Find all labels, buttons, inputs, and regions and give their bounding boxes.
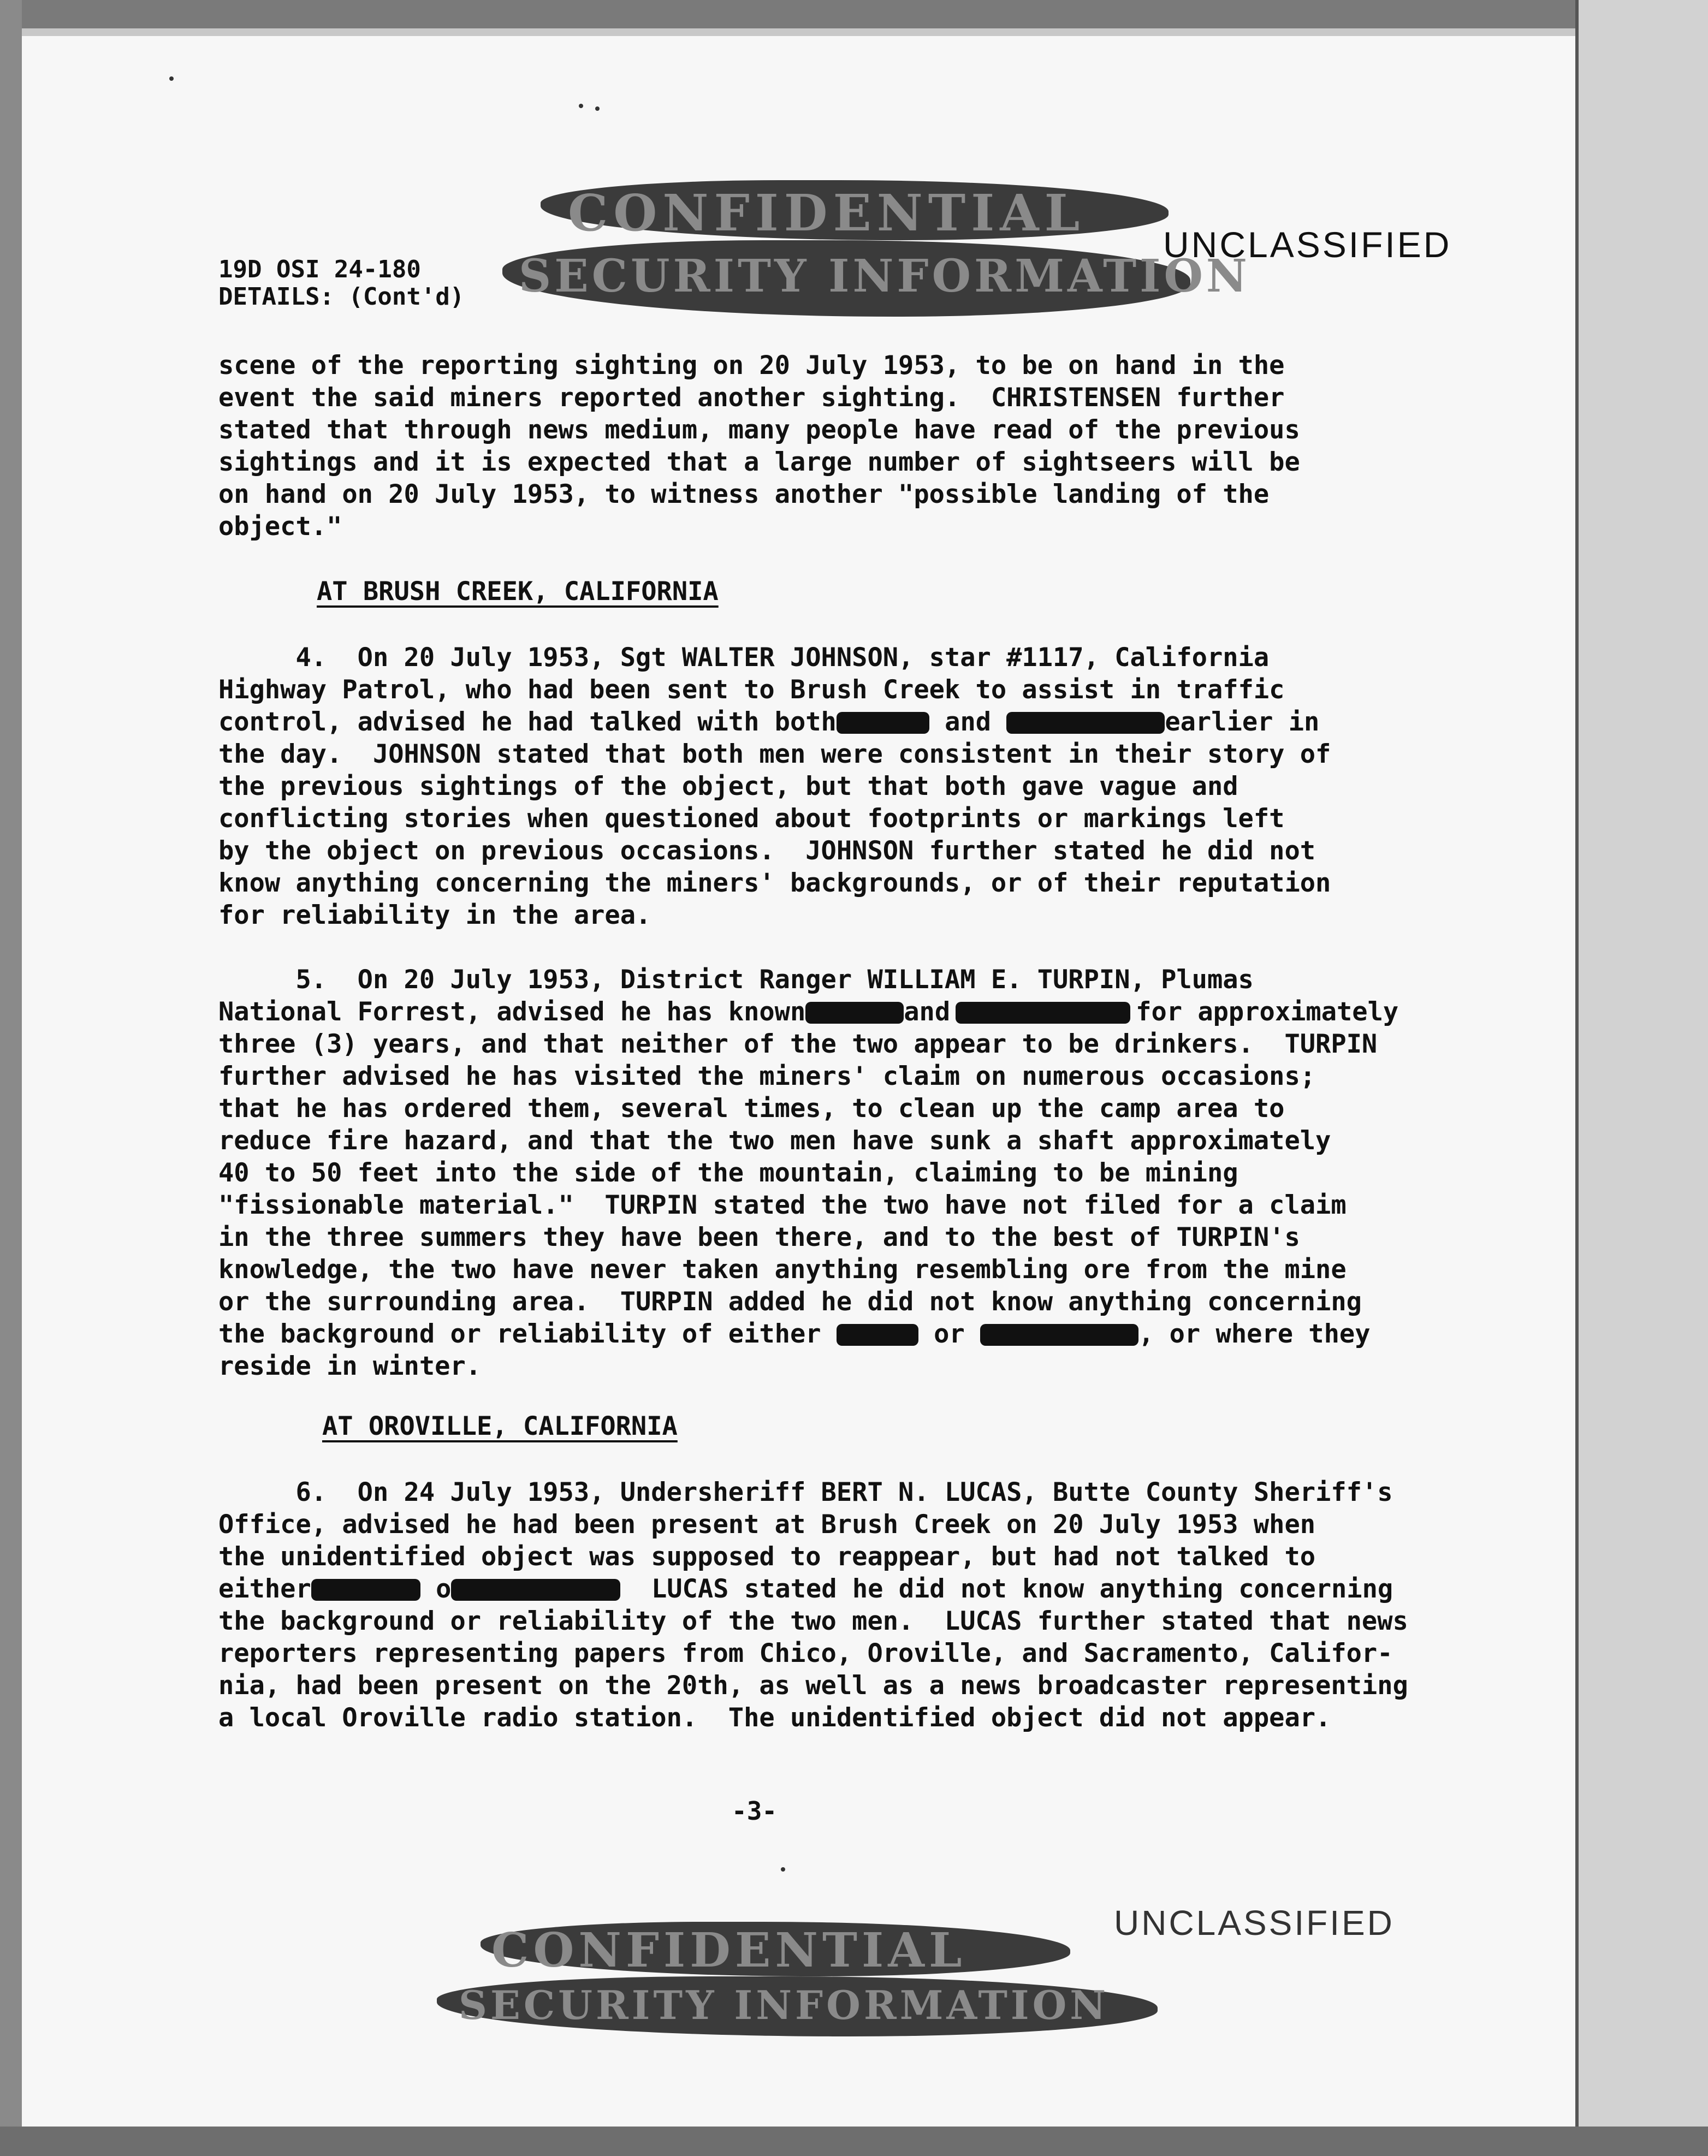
scan-speck <box>169 76 174 81</box>
text-line: scene of the reporting sighting on 20 July 1953, to be on hand in the <box>218 351 1285 381</box>
text-line: further advised he has visited the miners' claim on numerous occasions; <box>218 1061 1316 1091</box>
text-fragment: control, advised he had talked with both <box>218 707 837 737</box>
text-line-with-redactions <box>218 996 1507 1028</box>
text-fragment: earlier in <box>1165 707 1320 737</box>
scan-border-left <box>0 0 22 2156</box>
text-line: the unidentified object was supposed to reappear, but had not talked to <box>218 1542 1316 1572</box>
redaction-bar <box>805 1002 904 1024</box>
top-stamp-confidential: CONFIDENTIAL <box>568 183 1086 242</box>
text-line: 4. On 20 July 1953, Sgt WALTER JOHNSON, star #1117, California <box>218 643 1270 673</box>
text-line: 5. On 20 July 1953, District Ranger WILLIAM E. TURPIN, Plumas <box>218 965 1254 995</box>
text-line: or the surrounding area. TURPIN added he did not know anything concerning <box>218 1287 1362 1317</box>
top-stamp-security-information: SECURITY INFORMATION <box>519 250 1250 302</box>
text-line: reduce fire hazard, and that the two men have sunk a shaft approximately <box>218 1126 1331 1156</box>
redaction-bar <box>1006 712 1165 734</box>
text-line: on hand on 20 July 1953, to witness another "possible landing of the <box>218 479 1270 509</box>
text-line-with-redactions <box>218 1573 1507 1605</box>
text-fragment: LUCAS stated he did not know anything concerning <box>620 1574 1393 1604</box>
scan-speck <box>781 1867 785 1872</box>
text-line: the previous sightings of the object, but that both gave vague and <box>218 771 1238 801</box>
top-unclassified-stamp: UNCLASSIFIED <box>1163 224 1452 265</box>
page-number: -3- <box>732 1796 778 1826</box>
text-line: stated that through news medium, many people have read of the previous <box>218 415 1300 445</box>
redaction-bar <box>837 712 929 734</box>
scan-border-bottom <box>0 2127 1708 2156</box>
bottom-stamp-security-information: SECURITY INFORMATION <box>459 1982 1110 2028</box>
text-fragment: and <box>929 707 1007 737</box>
text-line: Highway Patrol, who had been sent to Brush Creek to assist in traffic <box>218 675 1285 705</box>
text-line: by the object on previous occasions. JOHNSON further stated he did not <box>218 836 1316 866</box>
text-fragment: and <box>904 997 951 1027</box>
file-number: 19D OSI 24-180 <box>218 256 421 283</box>
text-line: a local Oroville radio station. The unidentified object did not appear. <box>218 1703 1331 1733</box>
text-line: reporters representing papers from Chico, Oroville, and Sacramento, Califor- <box>218 1638 1393 1668</box>
scan-speck <box>595 106 600 111</box>
text-fragment: for approximately <box>1136 997 1399 1027</box>
scan-border-top-inner <box>0 28 1708 36</box>
text-line-with-redactions <box>218 706 1507 738</box>
redaction-bar <box>311 1579 420 1601</box>
text-fragment: , or where they <box>1138 1319 1371 1349</box>
text-fragment: the background or reliability of either <box>218 1319 837 1349</box>
text-line: 6. On 24 July 1953, Undersheriff BERT N. LUCAS, Butte County Sheriff's <box>218 1477 1393 1507</box>
redaction-bar <box>980 1324 1138 1346</box>
text-line: know anything concerning the miners' backgrounds, or of their reputation <box>218 868 1331 898</box>
text-line: "fissionable material." TURPIN stated the two have not filed for a claim <box>218 1190 1347 1220</box>
text-line: in the three summers they have been there, and to the best of TURPIN's <box>218 1222 1300 1252</box>
redaction-bar <box>837 1324 918 1346</box>
text-line-with-redactions <box>218 1318 1507 1350</box>
scan-border-top <box>0 0 1708 28</box>
text-fragment: National Forrest, advised he has known <box>218 997 806 1027</box>
scan-border-right <box>1575 0 1708 2156</box>
text-line: sightings and it is expected that a large number of sightseers will be <box>218 447 1300 477</box>
text-line: knowledge, the two have never taken anything resembling ore from the mine <box>218 1255 1347 1285</box>
text-fragment: o <box>420 1574 452 1604</box>
text-line: that he has ordered them, several times, to clean up the camp area to <box>218 1094 1285 1124</box>
redaction-bar <box>451 1579 620 1601</box>
text-line: the background or reliability of the two men. LUCAS further stated that news <box>218 1606 1408 1636</box>
bottom-stamp-confidential: CONFIDENTIAL <box>491 1923 966 1978</box>
text-line: 40 to 50 feet into the side of the mountain, claiming to be mining <box>218 1158 1238 1188</box>
text-line: conflicting stories when questioned about footprints or markings left <box>218 804 1285 834</box>
section-heading-oroville: AT OROVILLE, CALIFORNIA <box>322 1411 678 1441</box>
text-line: for reliability in the area. <box>218 900 651 930</box>
text-line: object." <box>218 512 342 542</box>
text-line: three (3) years, and that neither of the two appear to be drinkers. TURPIN <box>218 1029 1378 1059</box>
text-line: reside in winter. <box>218 1351 482 1381</box>
text-line: event the said miners reported another sighting. CHRISTENSEN further <box>218 383 1285 413</box>
section-heading-brush-creek: AT BRUSH CREEK, CALIFORNIA <box>317 577 719 607</box>
text-fragment: either <box>218 1574 311 1604</box>
redaction-bar <box>956 1002 1130 1024</box>
text-line: Office, advised he had been present at Brush Creek on 20 July 1953 when <box>218 1510 1316 1540</box>
scan-speck <box>579 104 583 108</box>
text-line: the day. JOHNSON stated that both men were consistent in their story of <box>218 739 1331 769</box>
text-line: nia, had been present on the 20th, as well as a news broadcaster representing <box>218 1671 1408 1701</box>
text-fragment: or <box>918 1319 981 1349</box>
bottom-unclassified-stamp: UNCLASSIFIED <box>1114 1903 1395 1943</box>
details-continued: DETAILS: (Cont'd) <box>218 283 465 311</box>
